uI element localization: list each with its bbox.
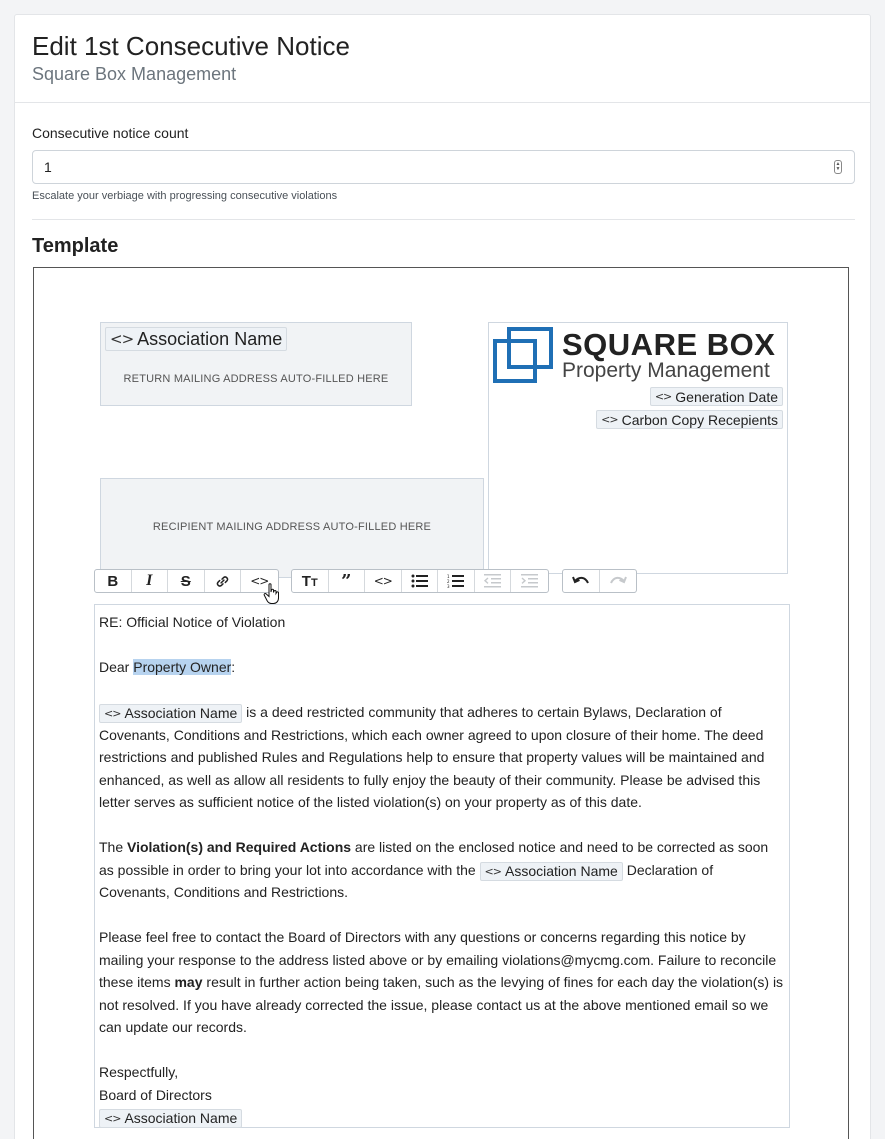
divider [32, 219, 855, 220]
tag-label: Carbon Copy Recepients [621, 411, 778, 428]
toolbar-group-history [562, 569, 637, 593]
tag-label: Association Name [124, 705, 238, 721]
tag-label: Generation Date [675, 388, 778, 405]
heading-button[interactable] [292, 570, 329, 592]
svg-text:3: 3 [447, 584, 450, 588]
italic-button[interactable] [132, 570, 169, 592]
consecutive-count-input[interactable] [32, 150, 855, 184]
recipient-address-block[interactable] [100, 478, 484, 578]
association-name-tag[interactable] [99, 1109, 242, 1128]
closing: Respectfully, [99, 1064, 179, 1080]
consecutive-count-help: Escalate your verbiage with progressing consecutive violations [32, 190, 338, 202]
association-name-tag[interactable] [480, 862, 623, 881]
svg-text:1: 1 [447, 574, 450, 579]
code-icon: <> [110, 330, 134, 348]
code-block-icon: <> [373, 574, 392, 588]
numbered-list-icon [447, 574, 464, 588]
signature: Board of Directors [99, 1086, 212, 1103]
undo-button[interactable] [563, 570, 600, 592]
paragraph-1: <> Association Name is a deed restricted community that adheres to certain Bylaws, Declaration of Covenants, Conditions and Restrictions, which each owner agreed to upon closure of their home. The deed restrictions and published Rules and Regulations help to ensure that property values will be maintained and enhanced, as well as allow all residents to fully enjoy the beauty of their community. Please be advised this letter serves as sufficient notice of the listed violation(s) on your property as of this date. [99, 704, 765, 810]
carbon-copy-tag[interactable] [596, 410, 783, 429]
link-button[interactable] [205, 570, 242, 592]
tag-label: Association Name [124, 1110, 238, 1126]
return-address-block[interactable] [100, 322, 412, 406]
return-address-placeholder: RETURN MAILING ADDRESS AUTO-FILLED HERE [123, 373, 389, 385]
indent-button[interactable] [511, 570, 548, 592]
re-line: RE: Official Notice of Violation [99, 614, 286, 630]
paragraph-3: Please feel free to contact the Board of Directors with any questions or concerns regarding this notice by mailing your response to the address listed above or by emailing violations@mycmg.com. Failure to reconcile these items may result in further action being taken, such as the levying of fines for each day the violation(s) is not resolved. If you have already corrected the issue, please contact us at the above mentioned email so we can update our records. [99, 929, 784, 1035]
card-header [15, 15, 870, 103]
paragraph-2: The Violation(s) and Required Actions are listed on the enclosed notice and need to be corrected as soon as possible in order to bring your lot into accordance with the <> Association Name Declaration of Covenants, Conditions and Restrictions. [99, 839, 769, 900]
salutation: Dear Property Owner: [99, 659, 236, 675]
numbered-list-button[interactable] [438, 570, 475, 592]
bold-icon: B [107, 572, 119, 590]
quote-button[interactable] [329, 570, 366, 592]
code-icon: <> [250, 574, 269, 588]
toolbar-group-formatting [94, 569, 279, 593]
heading-icon: TT [301, 572, 318, 590]
code-block-button[interactable] [365, 570, 402, 592]
page-title: Edit 1st Consecutive Notice [32, 31, 350, 61]
closing-block [99, 1061, 785, 1129]
outdent-icon [484, 574, 501, 588]
hand-cursor-icon [263, 583, 281, 605]
code-icon: <> [654, 390, 672, 403]
logo-block[interactable] [488, 322, 788, 574]
undo-icon [572, 575, 590, 587]
number-spinner-icon[interactable]: ▲ ▼ [835, 161, 841, 172]
edit-notice-card [14, 14, 871, 1139]
toolbar-group-blocks [291, 569, 549, 593]
code-icon: <> [601, 413, 618, 426]
template-section-title: Template [32, 235, 119, 257]
recipient-address-placeholder: RECIPIENT MAILING ADDRESS AUTO-FILLED HERE [152, 521, 432, 533]
code-icon: <> [484, 864, 501, 878]
template-canvas [33, 267, 849, 1139]
code-icon: <> [104, 1112, 121, 1125]
italic-icon: I [146, 572, 153, 589]
property-owner-placeholder[interactable]: Property Owner [133, 659, 232, 675]
tag-label: Association Name [137, 328, 283, 349]
association-name-tag[interactable] [99, 704, 242, 723]
page-subtitle: Square Box Management [32, 64, 237, 84]
svg-text:2: 2 [447, 579, 450, 584]
strikethrough-button[interactable] [168, 570, 205, 592]
logo-title: SQUARE BOX [562, 327, 776, 362]
consecutive-count-value: 1 [44, 159, 52, 175]
logo-subtitle: Property Management [562, 359, 770, 382]
quote-icon: ” [341, 570, 352, 592]
letter-editor[interactable] [94, 604, 790, 1128]
indent-icon [521, 574, 538, 588]
generation-date-tag[interactable] [650, 387, 783, 406]
tag-label: Association Name [504, 862, 618, 879]
redo-icon [609, 575, 627, 587]
code-icon: <> [104, 707, 121, 720]
link-icon [215, 574, 230, 589]
strikethrough-icon: S [180, 572, 191, 590]
square-box-logo-icon [493, 327, 555, 385]
consecutive-count-label: Consecutive notice count [32, 125, 189, 141]
bullet-list-icon [411, 574, 428, 588]
association-name-tag[interactable] [105, 327, 287, 351]
redo-button[interactable] [600, 570, 637, 592]
bullet-list-button[interactable] [402, 570, 439, 592]
bold-button[interactable] [95, 570, 132, 592]
outdent-button[interactable] [475, 570, 512, 592]
